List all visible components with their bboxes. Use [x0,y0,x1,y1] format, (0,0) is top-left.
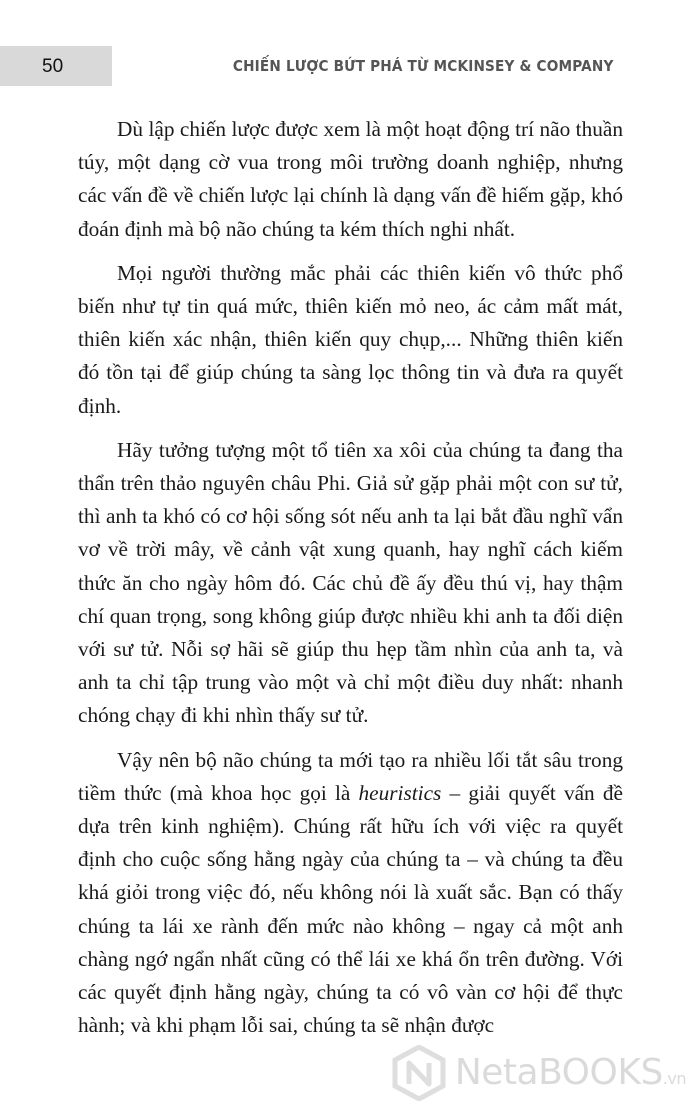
paragraph-4-rest: – giải quyết vấn đề dựa trên kinh nghiệm). Chúng rất hữu ích với việc ra quyết định cho cuộc sống hằng ngày của chúng ta – và chúng ta đều khá giỏi trong việc đó, nếu không nói là xuất sắc. Bạn có thấy chúng ta lái xe rành đến mức nào không – ngay cả một anh chàng ngớ ngẩn nhất cũng có thể lái xe khá ổn trên đường. Với các quyết định hằng ngày, chúng ta có vô vàn cơ hội để thực hành; và khi phạm lỗi sai, chúng ta sẽ nhận được [78,780,623,1038]
paragraph-4-lead: Vậy nên bộ não chúng ta mới tạo ra nhiều lối tắt sâu trong tiềm thức (mà khoa học gọi là [78,747,623,805]
paragraph-1: Dù lập chiến lược được xem là một hoạt động trí não thuần túy, một dạng cờ vua trong môi trường doanh nghiệp, nhưng các vấn đề về chiến lược lại chính là dạng vấn đề hiếm gặp, khó đoán định mà bộ não chúng ta kém thích nghi nhất. [78,117,623,241]
body-text [78,113,623,1053]
watermark-text [454,1052,686,1093]
paragraph-2: Mọi người thường mắc phải các thiên kiến vô thức phổ biến như tự tin quá mức, thiên kiến mỏ neo, ác cảm mất mát, thiên kiến xác nhận, thiên kiến quy chụp,... Những thiên kiến đó tồn tại để giúp chúng ta sàng lọc thông tin và đưa ra quyết định. [78,260,623,418]
paragraph-3: Hãy tưởng tượng một tổ tiên xa xôi của chúng ta đang tha thẩn trên thảo nguyên châu Phi. Giả sử gặp phải một con sư tử, thì anh ta khó có cơ hội sống sót nếu anh ta lại bắt đầu nghĩ vẩn vơ về trời mây, về cảnh vật xung quanh, hay nghĩ cách kiếm thức ăn cho ngày hôm đó. Các chủ đề ấy đều thú vị, hay thậm chí quan trọng, song không giúp được nhiều khi anh ta đối diện với sư tử. Nỗi sợ hãi sẽ giúp thu hẹp tầm nhìn của anh ta, và anh ta chỉ tập trung vào một và chỉ một điều duy nhất: nhanh chóng chạy đi khi nhìn thấy sư tử. [78,437,623,728]
watermark [391,1045,686,1101]
netabooks-logo-icon [391,1045,447,1101]
watermark-suffix: .vn [662,1069,686,1088]
page-number: 50 [42,56,64,77]
watermark-brand: NetaBOOKS [454,1052,663,1093]
running-title: CHIẾN LƯỢC BỨT PHÁ TỪ MCKINSEY & COMPANY [233,57,614,75]
heuristics-term: heuristics [358,780,442,805]
paragraph-4 [78,744,623,1043]
